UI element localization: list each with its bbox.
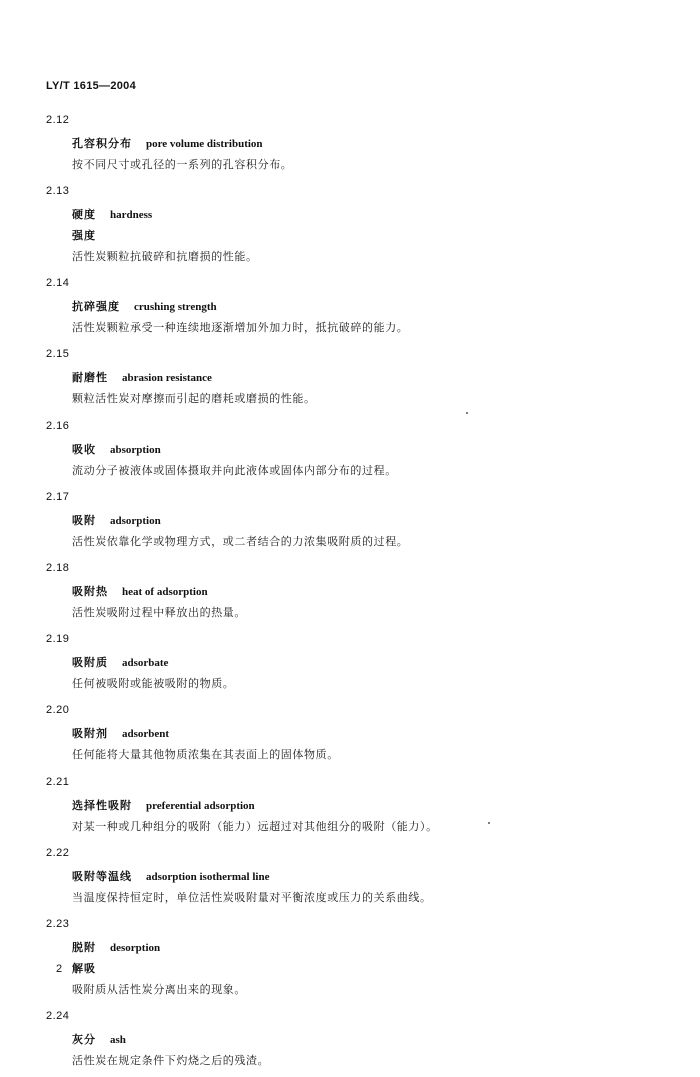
term-number: 2.12 bbox=[46, 114, 70, 126]
scan-speck bbox=[466, 412, 468, 414]
term-zh: 吸收 bbox=[72, 442, 96, 456]
term-alternate-zh: 强度 bbox=[72, 229, 96, 243]
term-2-22 bbox=[0, 843, 700, 914]
term-2-14 bbox=[0, 273, 700, 344]
term-definition: 按不同尺寸或孔径的一系列的孔容积分布。 bbox=[72, 158, 293, 171]
terms-list bbox=[0, 110, 700, 1077]
term-en: ash bbox=[110, 1033, 126, 1046]
term-definition: 活性炭颗粒承受一种连续地逐渐增加外加力时，抵抗破碎的能力。 bbox=[72, 321, 409, 335]
term-en: adsorption bbox=[110, 514, 161, 527]
term-heading bbox=[72, 298, 217, 314]
term-2-16 bbox=[0, 416, 700, 487]
term-2-24 bbox=[0, 1006, 700, 1077]
term-zh: 硬度 bbox=[72, 208, 96, 222]
term-heading bbox=[72, 583, 208, 599]
term-zh: 孔容积分布 bbox=[72, 137, 132, 150]
term-zh: 耐磨性 bbox=[72, 371, 108, 385]
term-heading bbox=[72, 725, 169, 741]
term-heading bbox=[72, 1031, 126, 1047]
term-zh: 吸附热 bbox=[72, 584, 108, 598]
term-zh: 吸附 bbox=[72, 513, 96, 527]
term-definition: 任何能将大量其他物质浓集在其表面上的固体物质。 bbox=[72, 748, 339, 762]
term-definition: 当温度保持恒定时，单位活性炭吸附量对平衡浓度或压力的关系曲线。 bbox=[72, 890, 432, 904]
term-number: 2.18 bbox=[46, 561, 70, 574]
term-en: pore volume distribution bbox=[146, 138, 263, 150]
term-2-21 bbox=[0, 772, 700, 843]
term-zh: 吸附质 bbox=[72, 656, 108, 670]
term-definition: 活性炭在规定条件下灼烧之后的残渣。 bbox=[72, 1053, 270, 1067]
term-en: adsorbent bbox=[122, 728, 170, 741]
term-en: absorption bbox=[110, 443, 161, 456]
term-en: adsorption isothermal line bbox=[146, 870, 270, 883]
term-number: 2.21 bbox=[46, 775, 70, 788]
term-2-23 bbox=[0, 914, 700, 1006]
standard-code-header: LY/T 1615—2004 bbox=[46, 80, 137, 92]
term-2-20 bbox=[0, 700, 700, 771]
term-heading bbox=[72, 206, 152, 222]
term-zh: 吸附剂 bbox=[72, 727, 108, 741]
term-en: desorption bbox=[110, 941, 161, 954]
term-en: heat of adsorption bbox=[122, 585, 208, 598]
term-zh: 脱附 bbox=[72, 940, 96, 954]
term-2-15 bbox=[0, 344, 700, 415]
term-definition: 颗粒活性炭对摩擦而引起的磨耗或磨损的性能。 bbox=[72, 392, 316, 406]
term-heading bbox=[72, 441, 161, 457]
term-2-19 bbox=[0, 629, 700, 700]
term-alternate-zh: 解吸 bbox=[72, 961, 96, 975]
term-heading bbox=[72, 369, 212, 385]
term-zh: 抗碎强度 bbox=[72, 300, 120, 314]
term-definition: 流动分子被液体或固体摄取并向此液体或固体内部分布的过程。 bbox=[72, 463, 397, 477]
term-heading bbox=[72, 135, 263, 151]
term-en: crushing strength bbox=[134, 301, 217, 314]
term-number: 2.20 bbox=[46, 704, 70, 717]
term-zh: 吸附等温线 bbox=[72, 869, 132, 883]
term-number: 2.16 bbox=[46, 419, 70, 432]
term-en: hardness bbox=[110, 209, 153, 222]
term-definition: 吸附质从活性炭分离出来的现象。 bbox=[72, 982, 246, 996]
term-en: abrasion resistance bbox=[122, 372, 212, 385]
term-number: 2.22 bbox=[46, 846, 70, 859]
term-number: 2.23 bbox=[46, 917, 70, 930]
term-number: 2.13 bbox=[46, 185, 70, 198]
term-en: preferential adsorption bbox=[146, 799, 255, 812]
term-2-13 bbox=[0, 181, 700, 273]
scan-speck bbox=[488, 822, 490, 824]
term-heading bbox=[72, 797, 255, 813]
term-definition: 对某一种或几种组分的吸附（能力）远超过对其他组分的吸附（能力）。 bbox=[72, 819, 438, 833]
term-number: 2.15 bbox=[46, 348, 70, 361]
term-definition: 活性炭依靠化学或物理方式，或二者结合的力浓集吸附质的过程。 bbox=[72, 534, 409, 548]
term-definition: 活性炭颗粒抗破碎和抗磨损的性能。 bbox=[72, 250, 258, 264]
term-zh: 选择性吸附 bbox=[72, 798, 132, 812]
term-definition: 任何被吸附或能被吸附的物质。 bbox=[72, 677, 235, 691]
term-number: 2.17 bbox=[46, 490, 70, 503]
term-zh: 灰分 bbox=[72, 1032, 96, 1046]
term-heading bbox=[72, 512, 161, 528]
term-number: 2.24 bbox=[46, 1009, 70, 1022]
page-number: 2 bbox=[56, 963, 63, 975]
term-en: adsorbate bbox=[122, 657, 169, 670]
term-heading bbox=[72, 654, 168, 670]
term-heading bbox=[72, 868, 269, 884]
term-2-12 bbox=[0, 110, 700, 181]
term-2-18 bbox=[0, 558, 700, 629]
term-number: 2.19 bbox=[46, 633, 70, 646]
term-number: 2.14 bbox=[46, 277, 70, 290]
term-heading bbox=[72, 939, 160, 955]
term-definition: 活性炭吸附过程中释放出的热量。 bbox=[72, 605, 246, 619]
term-2-17 bbox=[0, 487, 700, 558]
